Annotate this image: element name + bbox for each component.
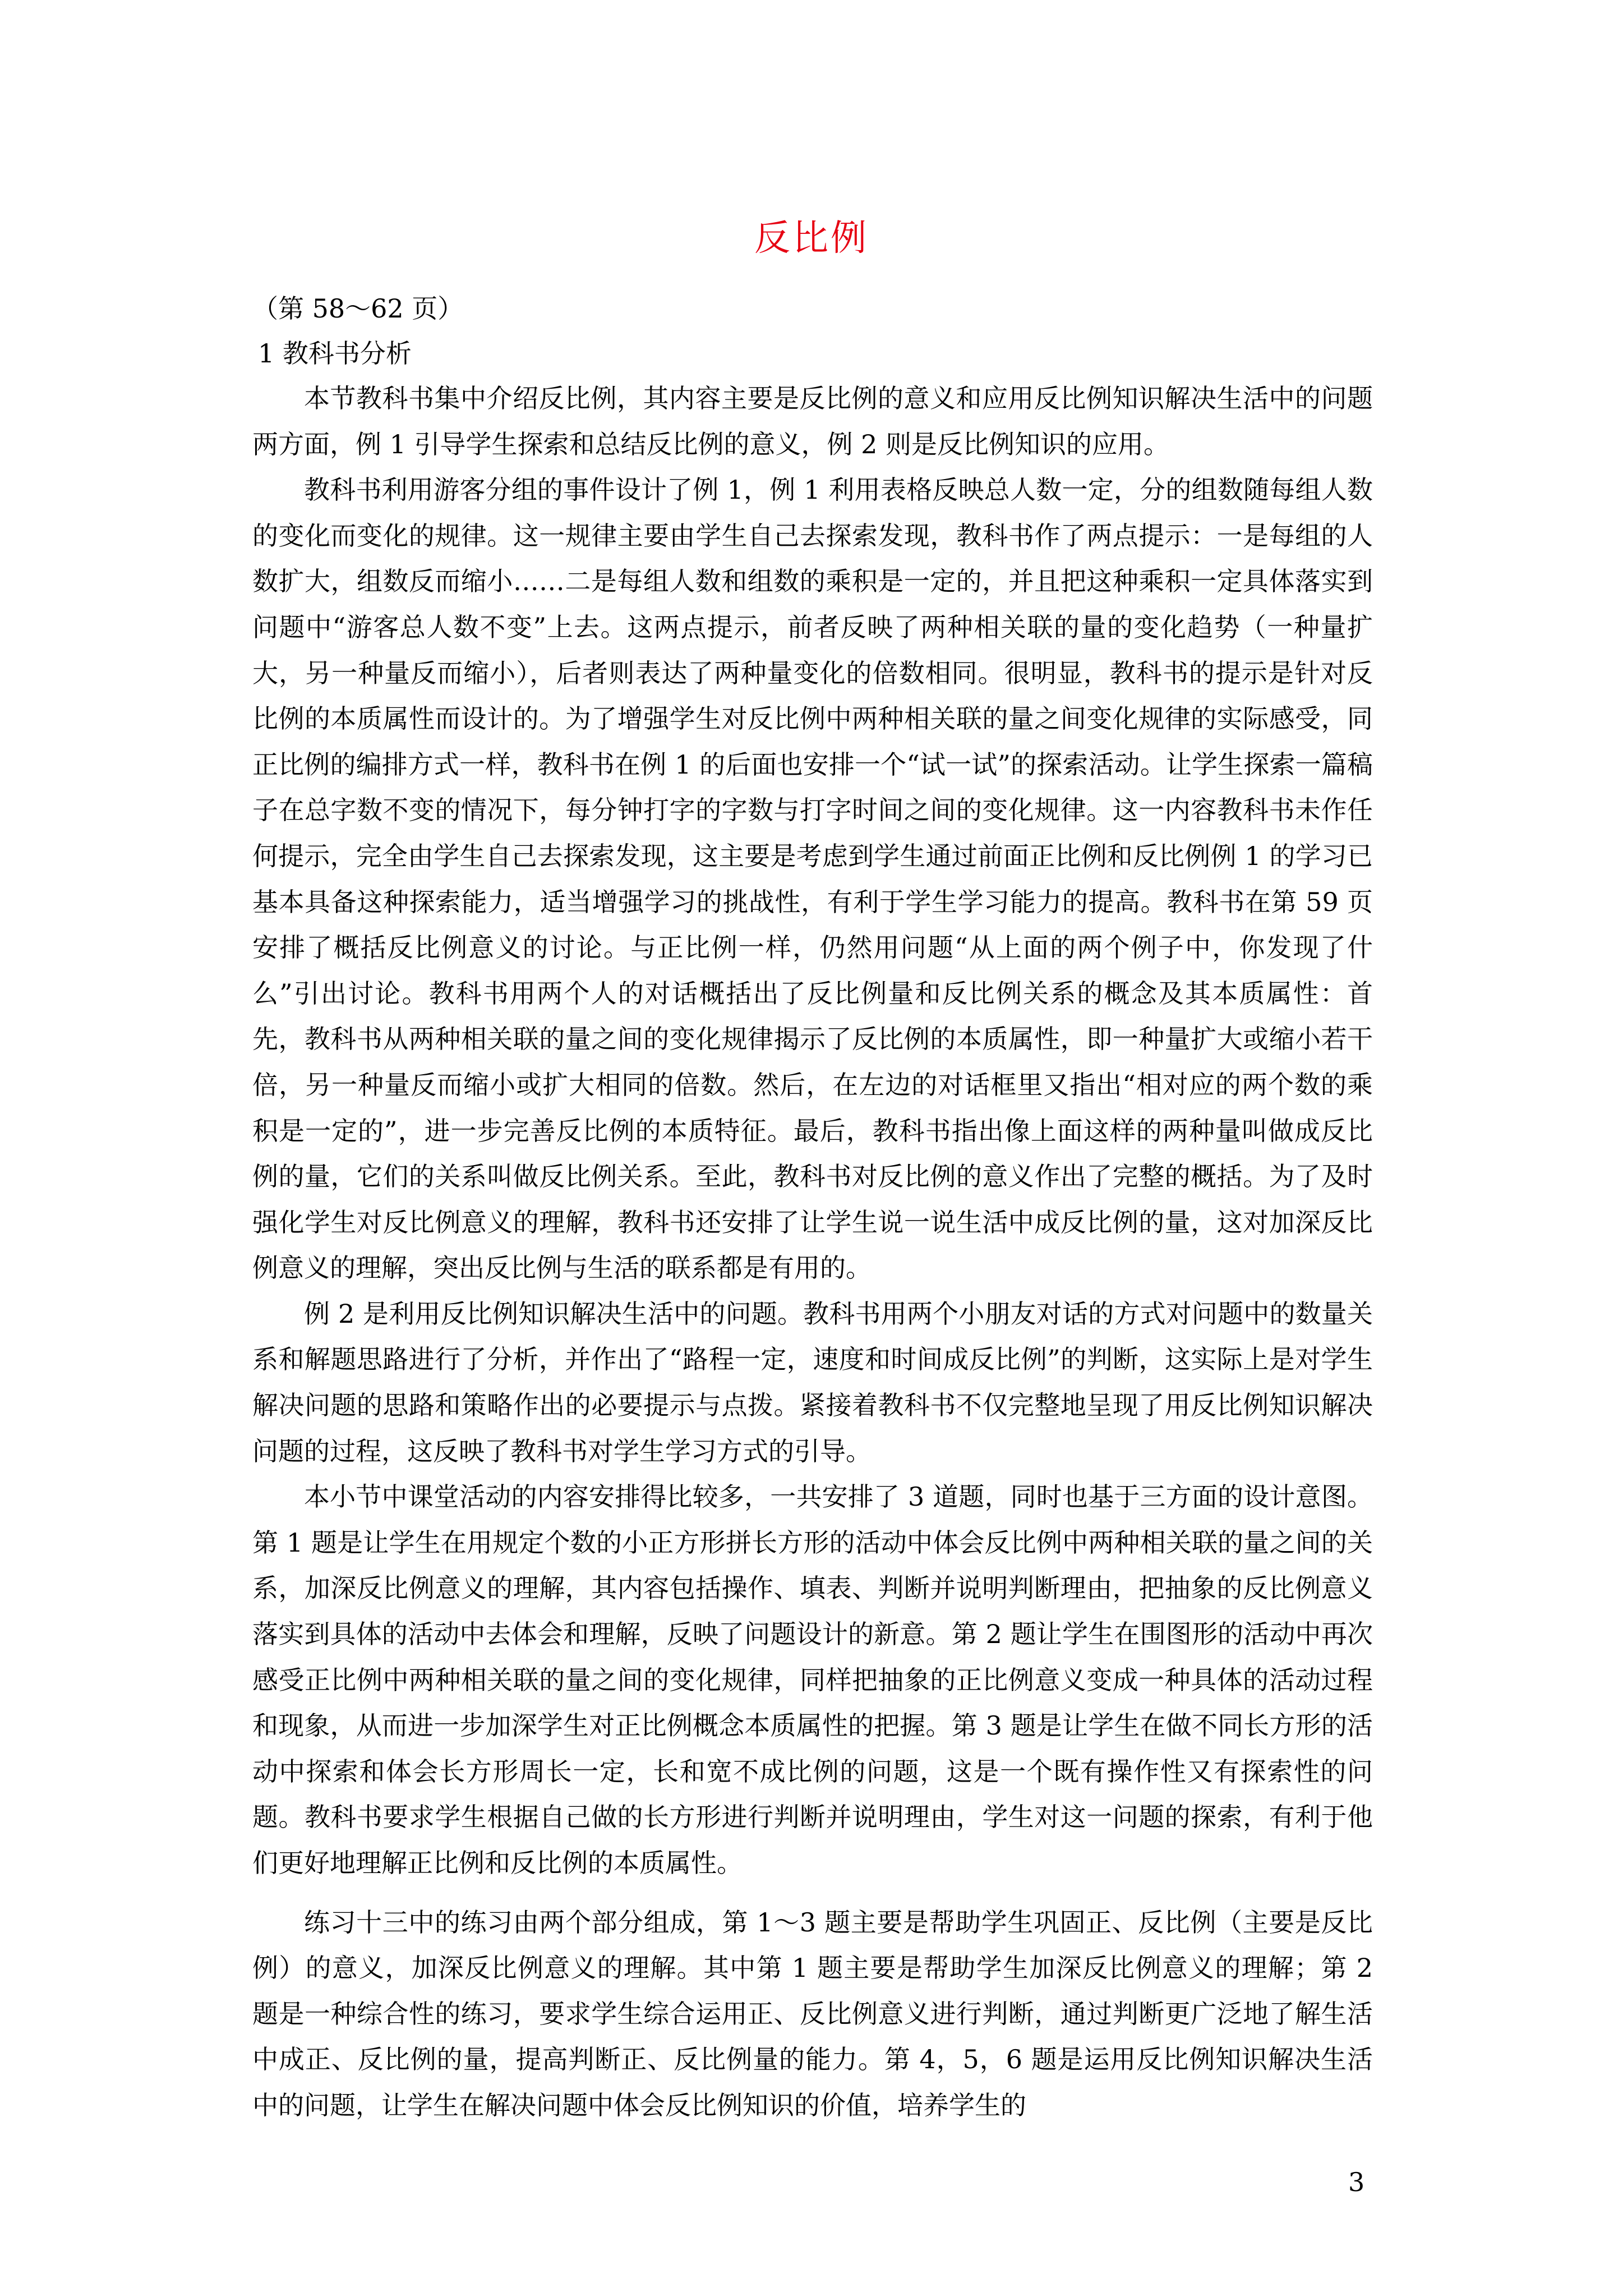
paragraph: 练习十三中的练习由两个部分组成，第 1～3 题主要是帮助学生巩固正、反比例（主要是反比例）的意义，加深反比例意义的理解。其中第 1 题主要是帮助学生加深反比例意义的理解；第 2 题是一种综合性的练习，要求学生综合运用正、反比例意义进行判断，通过判断更广泛地了解生活中成正、反比例的量，提高判断正、反比例量的能力。第 4，5，6 题是运用反比例知识解决生活中的问题，让学生在解决问题中体会反比例知识的价值，培养学生的 bbox=[252, 1907, 1373, 2120]
body-text bbox=[252, 376, 1373, 2129]
page-number: 3 bbox=[1348, 2167, 1365, 2197]
paragraph: 例 2 是利用反比例知识解决生活中的问题。教科书用两个小朋友对话的方式对问题中的数量关系和解题思路进行了分析，并作出了“路程一定，速度和时间成反比例”的判断，这实际上是对学生解决问题的思路和策略作出的必要提示与点拨。紧接着教科书不仅完整地呈现了用反比例知识解决问题的过程，这反映了教科书对学生学习方式的引导。 bbox=[252, 1298, 1373, 1466]
paragraph: 教科书利用游客分组的事件设计了例 1，例 1 利用表格反映总人数一定，分的组数随每组人数的变化而变化的规律。这一规律主要由学生自己去探索发现，教科书作了两点提示：一是每组的人数扩大，组数反而缩小……二是每组人数和组数的乘积是一定的，并且把这种乘积一定具体落实到问题中“游客总人数不变”上去。这两点提示，前者反映了两种相关联的量的变化趋势（一种量扩大，另一种量反而缩小），后者则表达了两种量变化的倍数相同。很明显，教科书的提示是针对反比例的本质属性而设计的。为了增强学生对反比例中两种相关联的量之间变化规律的实际感受，同正比例的编排方式一样，教科书在例 1 的后面也安排一个“试一试”的探索活动。让学生探索一篇稿子在总字数不变的情况下，每分钟打字的字数与打字时间之间的变化规律。这一内容教科书未作任何提示，完全由学生自己去探索发现，这主要是考虑到学生通过前面正比例和反比例例 1 的学习已基本具备这种探索能力，适当增强学习的挑战性，有利于学生学习能力的提高。教科书在第 59 页安排了概括反比例意义的讨论。与正比例一样，仍然用问题“从上面的两个例子中，你发现了什么”引出讨论。教科书用两个人的对话概括出了反比例量和反比例关系的概念及其本质属性：首先，教科书从两种相关联的量之间的变化规律揭示了反比例的本质属性，即一种量扩大或缩小若干倍，另一种量反而缩小或扩大相同的倍数。然后，在左边的对话框里又指出“相对应的两个数的乘积是一定的”，进一步完善反比例的本质特征。最后，教科书指出像上面这样的两种量叫做成反比例的量，它们的关系叫做反比例关系。至此，教科书对反比例的意义作出了完整的概括。为了及时强化学生对反比例意义的理解，教科书还安排了让学生说一说生活中成反比例的量，这对加深反比例意义的理解，突出反比例与生活的联系都是有用的。 bbox=[252, 475, 1373, 1283]
paragraph: 本小节中课堂活动的内容安排得比较多，一共安排了 3 道题，同时也基于三方面的设计意图。第 1 题是让学生在用规定个数的小正方形拼长方形的活动中体会反比例中两种相关联的量之间的关系，加深反比例意义的理解，其内容包括操作、填表、判断并说明判断理由，把抽象的反比例意义落实到具体的活动中去体会和理解，反映了问题设计的新意。第 2 题让学生在围图形的活动中再次感受正比例中两种相关联的量之间的变化规律，同样把抽象的正比例意义变成一种具体的活动过程和现象，从而进一步加深学生对正比例概念本质属性的把握。第 3 题是让学生在做不同长方形的活动中探索和体会长方形周长一定，长和宽不成比例的问题，这是一个既有操作性又有探索性的问题。教科书要求学生根据自己做的长方形进行判断并说明理由，学生对这一问题的探索，有利于他们更好地理解正比例和反比例的本质属性。 bbox=[252, 1481, 1373, 1878]
paragraph: 本节教科书集中介绍反比例，其内容主要是反比例的意义和应用反比例知识解决生活中的问题两方面，例 1 引导学生探索和总结反比例的意义，例 2 则是反比例知识的应用。 bbox=[252, 383, 1373, 459]
page-title: 反比例 bbox=[754, 218, 869, 259]
section-heading: 1 教科书分析 bbox=[258, 338, 412, 369]
page-range: （第 58～62 页） bbox=[252, 293, 464, 324]
